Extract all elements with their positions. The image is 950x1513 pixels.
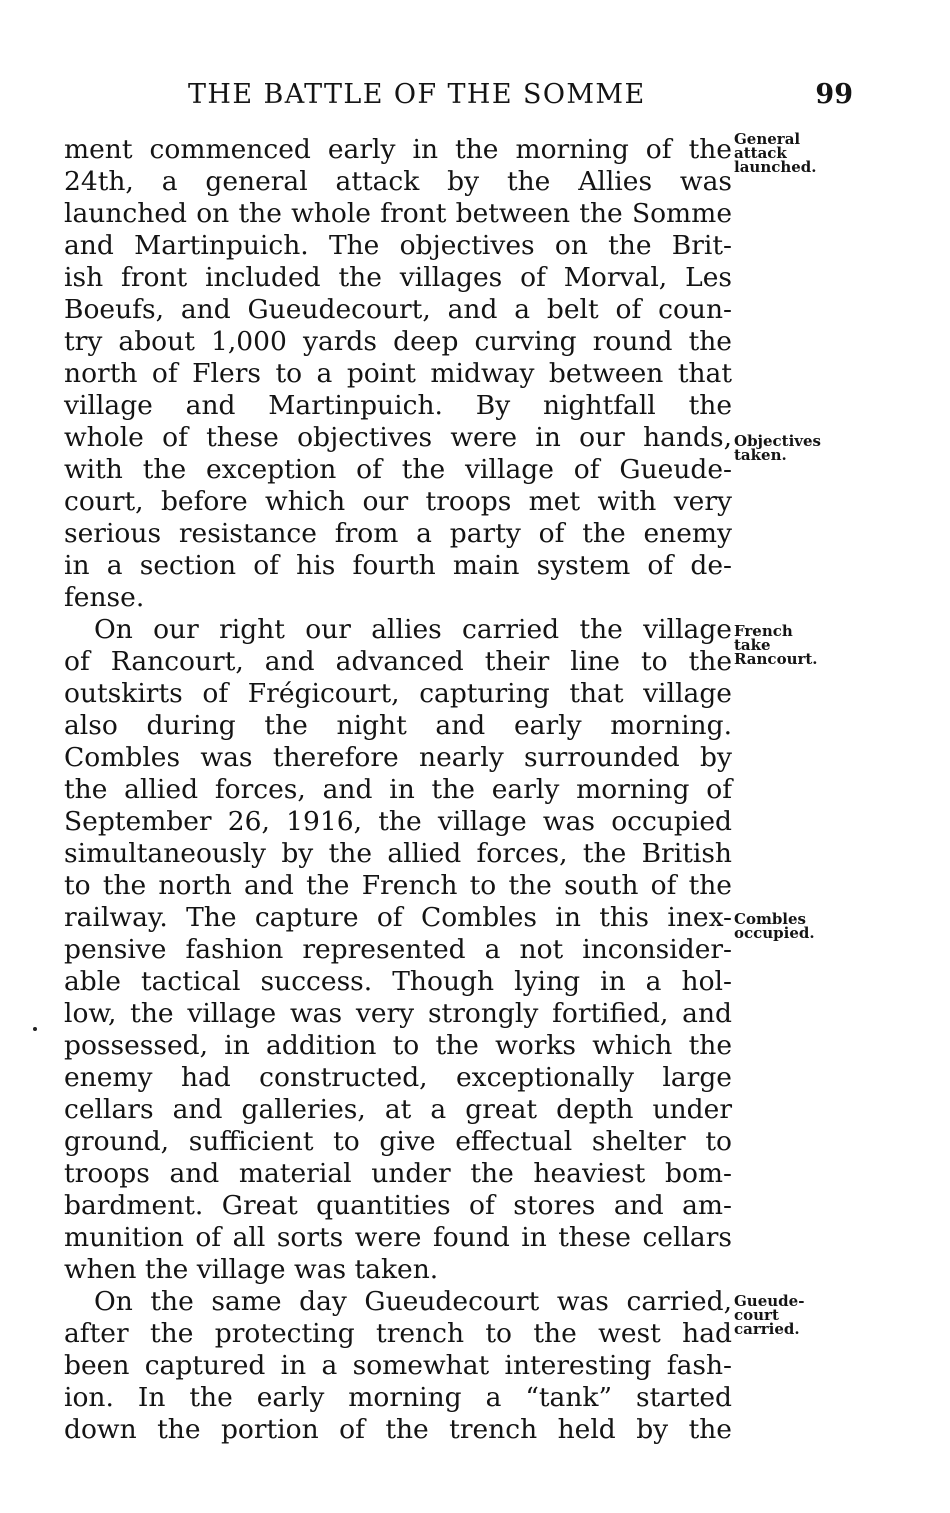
paragraph-general-attack bbox=[64, 134, 732, 614]
text-line: down the portion of the trench held by the bbox=[64, 1414, 732, 1445]
sidenote-line: Gueude- bbox=[734, 1292, 805, 1310]
text-line: bardment. Great quantities of stores and am- bbox=[64, 1190, 732, 1221]
text-line: with the exception of the village of Gueude- bbox=[64, 454, 732, 485]
text-line: been captured in a somewhat interesting fash- bbox=[64, 1350, 732, 1381]
sidenote-combles-occupied bbox=[734, 912, 815, 940]
text-line: ment commenced early in the morning of the bbox=[64, 134, 732, 165]
text-line: enemy had constructed, exceptionally large bbox=[64, 1062, 732, 1093]
text-line: and Martinpuich. The objectives on the Brit- bbox=[64, 230, 732, 261]
body-text bbox=[64, 134, 732, 1446]
text-line: pensive fashion represented a not inconsider- bbox=[64, 934, 732, 965]
sidenote-line: Combles bbox=[734, 910, 806, 928]
sidenote-line: take bbox=[734, 636, 771, 654]
text-line: ground, sufficient to give effectual shelter to bbox=[64, 1126, 732, 1157]
sidenote-general-attack bbox=[734, 132, 817, 174]
sidenote-objectives-taken bbox=[734, 434, 821, 462]
text-line: September 26, 1916, the village was occupied bbox=[64, 806, 732, 837]
text-line: to the north and the French to the south of the bbox=[64, 870, 732, 901]
sidenote-line: French bbox=[734, 622, 793, 640]
text-line: outskirts of Frégicourt, capturing that village bbox=[64, 678, 732, 709]
sidenote-line: launched. bbox=[734, 158, 817, 176]
sidenote-line: General bbox=[734, 130, 801, 148]
text-line: launched on the whole front between the Somme bbox=[64, 198, 732, 229]
text-line: On the same day Gueudecourt was carried, bbox=[94, 1286, 732, 1317]
running-title: THE BATTLE OF THE SOMME bbox=[188, 79, 646, 110]
sidenote-line: occupied. bbox=[734, 924, 815, 942]
text-line: munition of all sorts were found in these cellars bbox=[64, 1222, 732, 1253]
text-line: ish front included the villages of Morval, Les bbox=[64, 262, 732, 293]
text-line: village and Martinpuich. By nightfall the bbox=[64, 390, 732, 421]
text-line: low, the village was very strongly fortified, and bbox=[64, 998, 732, 1029]
text-line: north of Flers to a point midway between that bbox=[64, 358, 732, 389]
sidenote-line: attack bbox=[734, 144, 787, 162]
sidenote-gueudecourt-carried bbox=[734, 1294, 804, 1336]
running-head bbox=[188, 78, 853, 112]
text-line: cellars and galleries, at a great depth under bbox=[64, 1094, 732, 1125]
text-line: serious resistance from a party of the enemy bbox=[64, 518, 732, 549]
sidenote-line: carried. bbox=[734, 1320, 800, 1338]
text-line: court, before which our troops met with very bbox=[64, 486, 732, 517]
text-line: ion. In the early morning a “tank” started bbox=[64, 1382, 732, 1413]
sidenote-line: Rancourt. bbox=[734, 650, 818, 668]
text-line: try about 1,000 yards deep curving round the bbox=[64, 326, 732, 357]
text-line: of Rancourt, and advanced their line to the bbox=[64, 646, 732, 677]
text-line: On our right our allies carried the village bbox=[94, 614, 732, 645]
sidenote-line: taken. bbox=[734, 446, 787, 464]
text-line: the allied forces, and in the early morning of bbox=[64, 774, 732, 805]
text-line: also during the night and early morning. bbox=[64, 710, 732, 741]
text-line: troops and material under the heaviest bom- bbox=[64, 1158, 732, 1189]
text-line: possessed, in addition to the works which the bbox=[64, 1030, 732, 1061]
paragraph-combles bbox=[64, 614, 732, 1286]
text-line: after the protecting trench to the west had bbox=[64, 1318, 732, 1349]
text-line: Combles was therefore nearly surrounded by bbox=[64, 742, 732, 773]
text-line: simultaneously by the allied forces, the British bbox=[64, 838, 732, 869]
text-line: when the village was taken. bbox=[64, 1254, 439, 1285]
text-line: in a section of his fourth main system of de- bbox=[64, 550, 732, 581]
text-line: fense. bbox=[64, 582, 145, 613]
sidenote-french-take-rancourt bbox=[734, 624, 818, 666]
page-number: 99 bbox=[815, 79, 853, 110]
text-line: whole of these objectives were in our hands, bbox=[64, 422, 732, 453]
sidenote-line: Objectives bbox=[734, 432, 821, 450]
text-line: able tactical success. Though lying in a hol- bbox=[64, 966, 732, 997]
text-line: 24th, a general attack by the Allies was bbox=[64, 166, 732, 197]
ink-speck bbox=[33, 1027, 37, 1031]
text-line: railway. The capture of Combles in this inex- bbox=[64, 902, 732, 933]
paragraph-gueudecourt bbox=[64, 1286, 732, 1446]
text-line: Boeufs, and Gueudecourt, and a belt of coun- bbox=[64, 294, 732, 325]
sidenote-line: court bbox=[734, 1306, 779, 1324]
